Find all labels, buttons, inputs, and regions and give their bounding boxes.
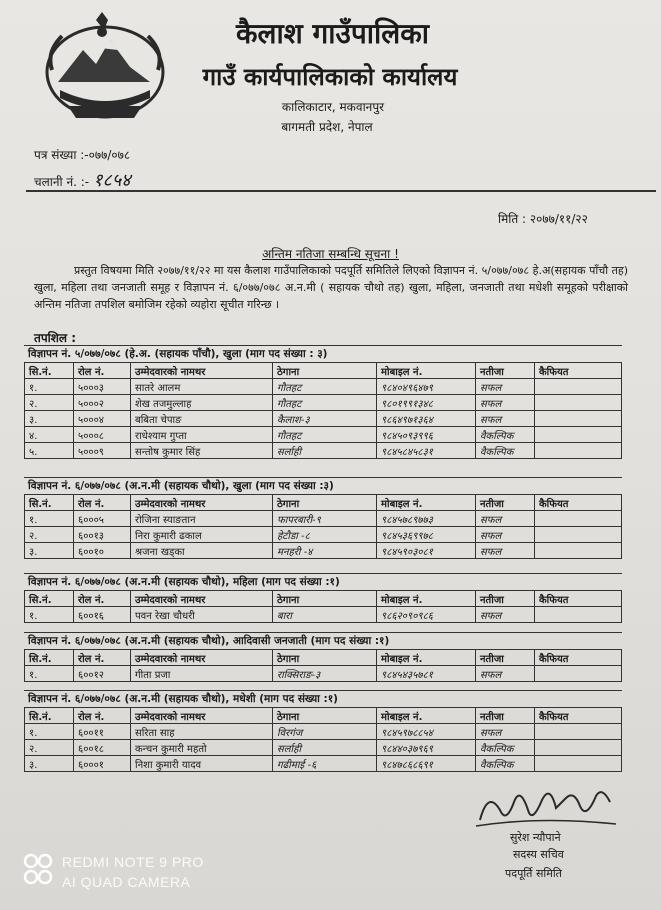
table-cell: सफल xyxy=(476,724,535,740)
section-title: विज्ञापन नं. ६/०७७/०७८ (अ.न.मी (सहायक चौथो), खुला (माग पद संख्या :३) xyxy=(24,477,622,494)
table-cell: ९८४५०९३९९६ xyxy=(377,427,476,443)
table-cell xyxy=(535,527,622,543)
table-cell: ६००१८ xyxy=(74,740,131,756)
table-cell: ९८६२०९०९८६ xyxy=(377,607,476,623)
table-cell: निशा कुमारी यादव xyxy=(131,756,273,772)
table-row xyxy=(25,607,622,623)
section-title: विज्ञापन नं. ६/०७७/०७८ (अ.न.मी (सहायक चौथो), महिला (माग पद संख्या :१) xyxy=(24,573,622,590)
table-cell: पवन रेखा चौधरी xyxy=(131,607,273,623)
results-table xyxy=(24,707,622,772)
column-header: रोल नं. xyxy=(74,708,131,724)
column-header: मोबाइल नं. xyxy=(377,363,476,379)
table-cell: ९८४५४३५७८१ xyxy=(377,666,476,682)
column-header: सि.नं. xyxy=(25,495,74,511)
column-header: कैफियत xyxy=(535,495,622,511)
table-cell: सन्तोष कुमार सिंह xyxy=(131,443,273,459)
table-cell: बारा xyxy=(273,607,377,623)
column-header: नतीजा xyxy=(476,708,535,724)
letter-date: मिति : २०७७/११/२२ xyxy=(498,212,588,226)
column-header: रोल नं. xyxy=(74,495,131,511)
table-row xyxy=(25,427,622,443)
column-header: मोबाइल नं. xyxy=(377,650,476,666)
table-cell: ५०००४ xyxy=(74,411,131,427)
table-cell: ५. xyxy=(25,443,74,459)
table-cell: गौतहट xyxy=(273,395,377,411)
table-header-row xyxy=(25,650,622,666)
dispatch-number xyxy=(34,168,131,192)
column-header: ठेगाना xyxy=(273,708,377,724)
column-header: रोल नं. xyxy=(74,591,131,607)
results-section xyxy=(24,690,622,772)
table-cell xyxy=(535,427,622,443)
table-row xyxy=(25,740,622,756)
table-cell: ३. xyxy=(25,756,74,772)
table-cell: ९८४०४९६४७९ xyxy=(377,379,476,395)
table-cell xyxy=(535,607,622,623)
table-cell: निरा कुमारी ढकाल xyxy=(131,527,273,543)
table-cell: शेख तजमुल्लाह xyxy=(131,395,273,411)
results-table xyxy=(24,494,622,559)
table-cell: हेटौडा -८ xyxy=(273,527,377,543)
signature xyxy=(470,780,620,832)
office-title: कैलाश गाउँपालिका xyxy=(235,17,430,50)
table-cell: १. xyxy=(25,379,74,395)
address-line-2: बागमती प्रदेश, नेपाल xyxy=(281,120,373,134)
results-section xyxy=(24,477,622,559)
table-cell: सर्लाही xyxy=(273,443,377,459)
table-row xyxy=(25,527,622,543)
table-cell: २. xyxy=(25,740,74,756)
table-cell: ६००११ xyxy=(74,724,131,740)
camera-watermark-line-2: AI QUAD CAMERA xyxy=(62,874,191,890)
table-row xyxy=(25,443,622,459)
table-cell: २. xyxy=(25,395,74,411)
column-header: कैफियत xyxy=(535,363,622,379)
table-cell: ९८४५९७८८५४ xyxy=(377,724,476,740)
signatory-name: सुरेश न्यौपाने xyxy=(510,831,561,844)
table-header-row xyxy=(25,708,622,724)
column-header: उम्मेदवारको नामथर xyxy=(131,591,273,607)
table-cell xyxy=(535,395,622,411)
results-section xyxy=(24,632,622,682)
column-header: उम्मेदवारको नामथर xyxy=(131,708,273,724)
column-header: ठेगाना xyxy=(273,495,377,511)
results-table xyxy=(24,590,622,623)
table-row xyxy=(25,756,622,772)
table-cell: १. xyxy=(25,511,74,527)
table-cell: २. xyxy=(25,527,74,543)
table-cell: सफल xyxy=(476,411,535,427)
table-cell: सफल xyxy=(476,543,535,559)
table-row xyxy=(25,379,622,395)
section-title: विज्ञापन नं. ५/०७७/०७८ (हे.अ. (सहायक पाँचौ), खुला (माग पद संख्या : ३) xyxy=(24,345,622,362)
column-header: ठेगाना xyxy=(273,591,377,607)
column-header: सि.नं. xyxy=(25,591,74,607)
results-section xyxy=(24,573,622,623)
table-cell: राधेश्याम गुप्ता xyxy=(131,427,273,443)
table-cell: श्रजना खड्का xyxy=(131,543,273,559)
results-table xyxy=(24,649,622,682)
column-header: ठेगाना xyxy=(273,363,377,379)
table-header-row xyxy=(25,363,622,379)
column-header: नतीजा xyxy=(476,591,535,607)
table-row xyxy=(25,395,622,411)
table-cell: ३. xyxy=(25,543,74,559)
column-header: मोबाइल नं. xyxy=(377,495,476,511)
table-cell xyxy=(535,666,622,682)
table-cell: सफल xyxy=(476,607,535,623)
table-cell: ६००१६ xyxy=(74,607,131,623)
letter-number: पत्र संख्या :-०७७/०७८ xyxy=(34,148,131,162)
table-cell: सातरे आलम xyxy=(131,379,273,395)
table-cell: सफल xyxy=(476,379,535,395)
table-row xyxy=(25,511,622,527)
table-cell: बबिता चेपाङ xyxy=(131,411,273,427)
table-header-row xyxy=(25,495,622,511)
section-title: विज्ञापन नं. ६/०७७/०७८ (अ.न.मी (सहायक चौथो), मधेशी (माग पद संख्या :१) xyxy=(24,690,622,707)
table-cell: वैकल्पिक xyxy=(476,756,535,772)
column-header: रोल नं. xyxy=(74,650,131,666)
column-header: मोबाइल नं. xyxy=(377,591,476,607)
camera-watermark-icon xyxy=(22,852,54,886)
table-cell: कैलाश-३ xyxy=(273,411,377,427)
table-cell: ६०००१ xyxy=(74,756,131,772)
table-cell: वैकल्पिक xyxy=(476,740,535,756)
table-cell: विरगंज xyxy=(273,724,377,740)
office-subtitle: गाउँ कार्यपालिकाको कार्यालय xyxy=(202,63,458,91)
table-cell: गौतहट xyxy=(273,427,377,443)
table-cell: ६००१२ xyxy=(74,666,131,682)
table-cell: ४. xyxy=(25,427,74,443)
column-header: सि.नं. xyxy=(25,363,74,379)
table-cell: ५०००८ xyxy=(74,427,131,443)
column-header: उम्मेदवारको नामथर xyxy=(131,495,273,511)
table-cell: ३. xyxy=(25,411,74,427)
table-cell: सफल xyxy=(476,395,535,411)
results-table xyxy=(24,362,622,459)
column-header: ठेगाना xyxy=(273,650,377,666)
column-header: सि.नं. xyxy=(25,650,74,666)
table-cell: ९८०१९९१३४८ xyxy=(377,395,476,411)
column-header: रोल नं. xyxy=(74,363,131,379)
table-cell: गढीमाई -६ xyxy=(273,756,377,772)
table-cell: ६००१० xyxy=(74,543,131,559)
column-header: उम्मेदवारको नामथर xyxy=(131,363,273,379)
table-cell xyxy=(535,543,622,559)
table-cell: सफल xyxy=(476,666,535,682)
dispatch-value: १८५४ xyxy=(93,170,131,191)
table-cell: ९८४५३६९९७८ xyxy=(377,527,476,543)
details-heading: तपशिल : xyxy=(34,331,77,345)
table-cell: ९८४५९०३०८१ xyxy=(377,543,476,559)
table-cell xyxy=(535,443,622,459)
address-line-1: कालिकाटार, मकवानपुर xyxy=(281,100,385,114)
table-cell: गीता प्रजा xyxy=(131,666,273,682)
table-row xyxy=(25,666,622,682)
table-row xyxy=(25,724,622,740)
column-header: कैफियत xyxy=(535,708,622,724)
table-cell xyxy=(535,740,622,756)
table-cell: ९८६४९७१३६४ xyxy=(377,411,476,427)
table-cell: सरिता साह xyxy=(131,724,273,740)
camera-watermark-line-1: REDMI NOTE 9 PRO xyxy=(62,854,204,870)
table-cell: ९८४५८४५८३१ xyxy=(377,443,476,459)
table-cell: रोजिना स्याङतान xyxy=(131,511,273,527)
table-cell: १. xyxy=(25,607,74,623)
dispatch-label: चलानी नं. :- xyxy=(34,175,90,189)
table-cell: ६०००५ xyxy=(74,511,131,527)
column-header: नतीजा xyxy=(476,650,535,666)
table-cell: सर्लाही xyxy=(273,740,377,756)
column-header: सि.नं. xyxy=(25,708,74,724)
notice-subject: अन्तिम नतिजा सम्बन्धि सूचना ! xyxy=(262,247,399,261)
table-header-row xyxy=(25,591,622,607)
header-divider xyxy=(26,190,656,192)
table-cell: राक्सिराङ-३ xyxy=(273,666,377,682)
table-cell xyxy=(535,379,622,395)
column-header: नतीजा xyxy=(476,363,535,379)
section-title: विज्ञापन नं. ६/०७७/०७८ (अ.न.मी (सहायक चौथो), आदिवासी जनजाती (माग पद संख्या :१) xyxy=(24,632,622,649)
signatory-committee: पदपूर्ति समिति xyxy=(505,867,562,880)
table-cell: वैकल्पिक xyxy=(476,427,535,443)
table-cell: वैकल्पिक xyxy=(476,443,535,459)
column-header: मोबाइल नं. xyxy=(377,708,476,724)
table-cell: ५०००२ xyxy=(74,395,131,411)
table-cell: ९८४५७८९७७३ xyxy=(377,511,476,527)
table-cell: ९८४४०३७९६९ xyxy=(377,740,476,756)
table-row xyxy=(25,543,622,559)
column-header: कैफियत xyxy=(535,591,622,607)
table-cell: गौतहट xyxy=(273,379,377,395)
nepal-emblem-icon xyxy=(38,12,173,124)
signatory-post: सदस्य सचिव xyxy=(513,848,564,861)
table-cell: कन्चन कुमारी महतो xyxy=(131,740,273,756)
table-cell: ९८४७८६८६९१ xyxy=(377,756,476,772)
column-header: कैफियत xyxy=(535,650,622,666)
results-section xyxy=(24,345,622,459)
table-cell xyxy=(535,724,622,740)
table-cell: सफल xyxy=(476,511,535,527)
column-header: उम्मेदवारको नामथर xyxy=(131,650,273,666)
table-cell: ५०००३ xyxy=(74,379,131,395)
notice-body: प्रस्तुत विषयमा मिति २०७७/११/२२ मा यस कैलाश गाउँपालिकाको पदपूर्ति समितिले लिएको विज्ञापन नं. ५/०७७/०७८ हे.अ(सहायक पाँचौ तह) खुला, महिला तथा जनजाती समूह र विज्ञापन नं. ६/०७७/०७८ अ.न.मी ( सहायक चौथो तह) खुला, महिला, जनजाती तथा मधेशी समूहको परीक्षाको अन्तिम नतिजा तपशिल बमोजिम रहेको व्यहोरा सूचीत गरिन्छ । xyxy=(34,264,628,311)
table-cell: ६००१३ xyxy=(74,527,131,543)
table-cell xyxy=(535,411,622,427)
table-cell xyxy=(535,756,622,772)
column-header: नतीजा xyxy=(476,495,535,511)
table-cell: ५०००९ xyxy=(74,443,131,459)
table-cell: १. xyxy=(25,666,74,682)
table-cell: मनहरी -४ xyxy=(273,543,377,559)
table-cell: सफल xyxy=(476,527,535,543)
table-cell: फापरबारी-९ xyxy=(273,511,377,527)
table-row xyxy=(25,411,622,427)
table-cell xyxy=(535,511,622,527)
table-cell: १. xyxy=(25,724,74,740)
